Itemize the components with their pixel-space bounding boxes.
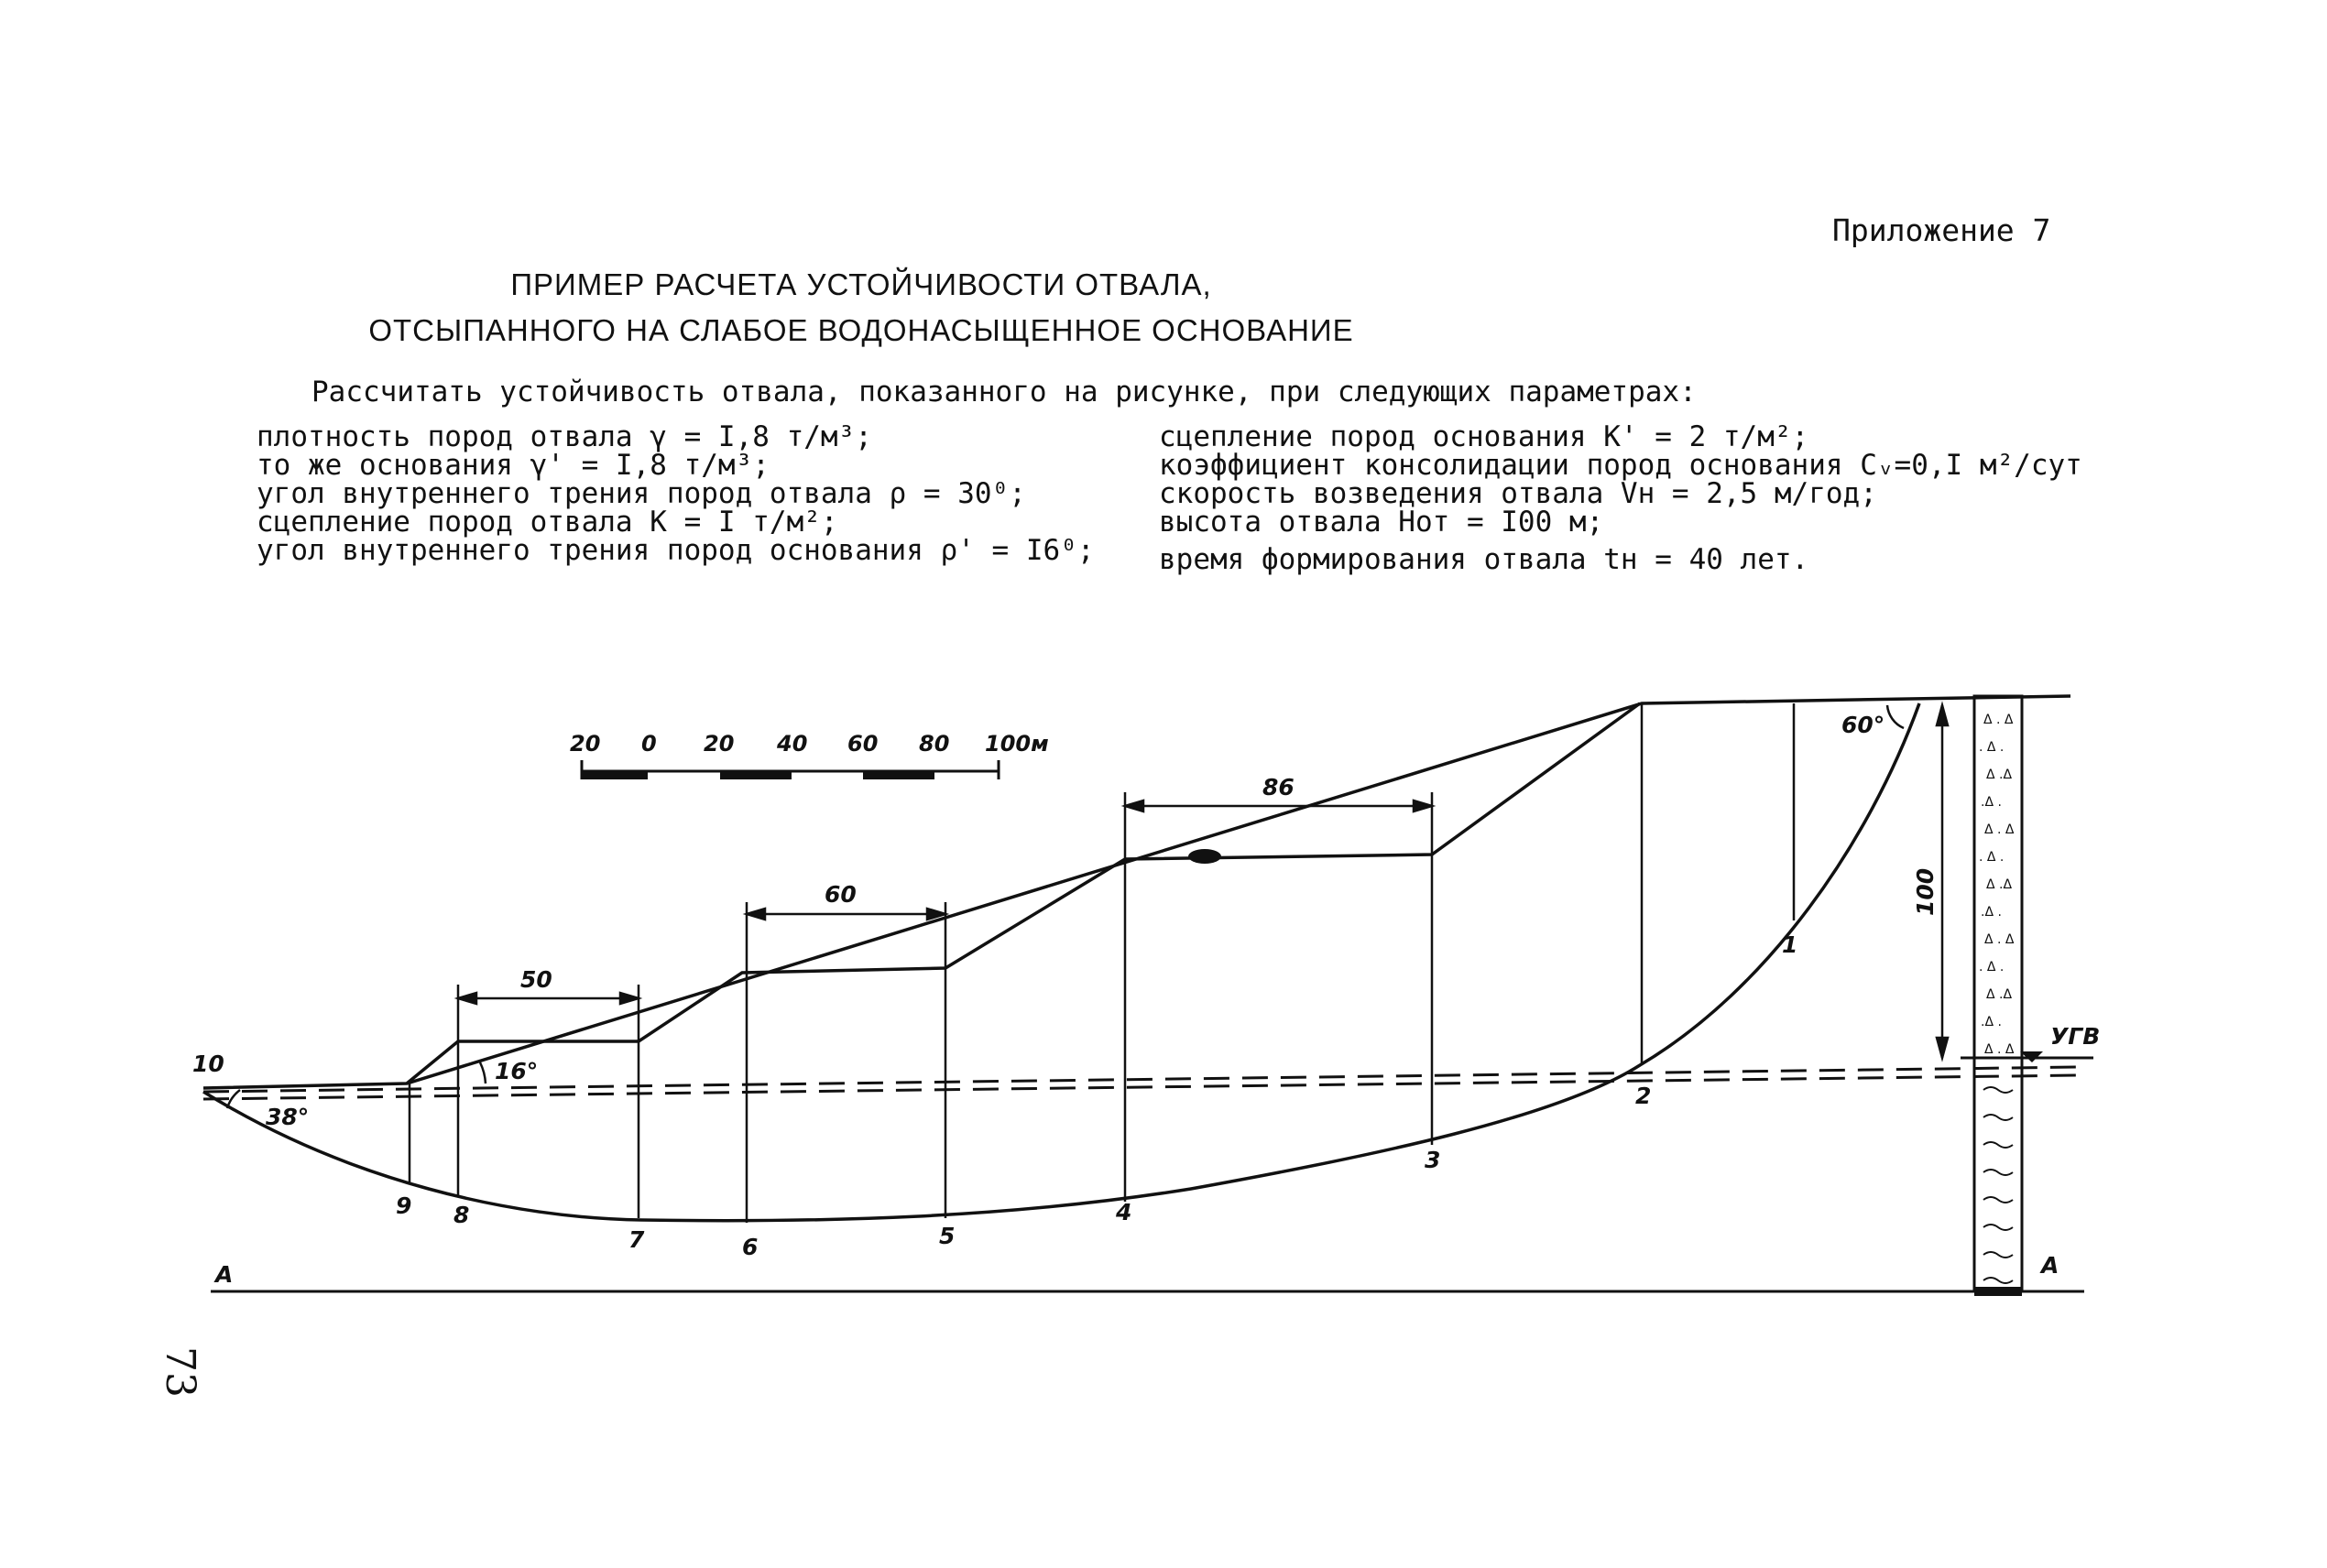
point-label: 6 [742, 1234, 759, 1260]
point-label: 2 [1635, 1083, 1652, 1109]
param-height: высота отвала Hот = I00 м; [1159, 506, 1604, 539]
param-build-speed: скорость возведения отвала Vн = 2,5 м/год; [1159, 477, 1877, 510]
point-label: 3 [1425, 1147, 1441, 1173]
param-base-density: то же основания γ' = I,8 т/м³; [257, 449, 770, 482]
svg-text:Δ .Δ: Δ .Δ [1986, 987, 2013, 1002]
svg-text:.Δ .: .Δ . [1981, 905, 2002, 920]
param-base-friction-angle: угол внутреннего трения пород основания ρ' = I6⁰; [257, 534, 1095, 567]
svg-text:Δ . Δ: Δ . Δ [1984, 822, 2015, 837]
slip-surface [203, 703, 1919, 1221]
slope-marker [1188, 849, 1221, 864]
svg-text:Δ . Δ: Δ . Δ [1984, 1042, 2015, 1057]
scale-label: 60 [847, 731, 879, 757]
slope-surface [203, 696, 2070, 1088]
berm-width-label: 50 [520, 966, 552, 993]
point-label: 10 [192, 1051, 224, 1077]
svg-text:.Δ .: .Δ . [1981, 1015, 2002, 1029]
slice-lines [410, 703, 1794, 1223]
scale-label: 40 [777, 731, 808, 757]
title-line-1: ПРИМЕР РАСЧЕТА УСТОЙЧИВОСТИ ОТВАЛА, [510, 267, 1212, 301]
point-label: 8 [453, 1202, 470, 1228]
svg-text:Δ . Δ: Δ . Δ [1983, 713, 2014, 727]
param-base-cohesion: сцепление пород основания K' = 2 т/м²; [1159, 420, 1809, 453]
appendix-label: Приложение 7 [1832, 212, 2051, 248]
berm-width-label: 60 [825, 881, 857, 908]
param-cohesion: сцепление пород отвала K = I т/м²; [257, 506, 838, 539]
point-label: 1 [1782, 931, 1798, 958]
svg-text:Δ .Δ: Δ .Δ [1986, 877, 2013, 892]
svg-text:. Δ .: . Δ . [1979, 960, 2005, 975]
scale-label: 20 [704, 731, 735, 757]
param-time: время формирования отвала tн = 40 лет. [1159, 543, 1809, 576]
scale-label: 20 [570, 731, 601, 757]
title-line-2: ОТСЫПАННОГО НА СЛАБОЕ ВОДОНАСЫЩЕННОЕ ОСНОВАНИЕ [368, 313, 1354, 347]
intro-text: Рассчитать устойчивость отвала, показанного на рисунке, при следующих параметрах: [311, 376, 1697, 408]
point-label: 7 [628, 1226, 645, 1253]
angle-label-60: 60° [1841, 712, 1885, 738]
scale-label: 100м [985, 731, 1049, 757]
scale-bar [570, 731, 1049, 779]
svg-text:.Δ .: .Δ . [1981, 795, 2002, 810]
svg-text:Δ . Δ: Δ . Δ [1984, 932, 2015, 947]
svg-text:. Δ .: . Δ . [1979, 740, 2005, 755]
ugv-label: УГВ [2050, 1023, 2101, 1050]
height-label: 100 [1912, 867, 1939, 916]
borehole [1974, 696, 2043, 1296]
param-consolidation: коэффициент консолидации пород основания Cᵥ=0,I м²/сут [1159, 449, 2082, 482]
scale-label: 0 [641, 731, 657, 757]
point-label: 9 [396, 1192, 412, 1219]
angle-label-38: 38° [266, 1104, 310, 1130]
point-label: 4 [1116, 1199, 1132, 1225]
section-label-a: A [215, 1261, 234, 1288]
angle-label-16: 16° [495, 1058, 539, 1084]
page-number: 73 [157, 1346, 203, 1398]
point-label: 5 [939, 1223, 956, 1249]
scale-label: 80 [919, 731, 950, 757]
svg-text:Δ .Δ: Δ .Δ [1986, 768, 2013, 782]
svg-text:. Δ .: . Δ . [1979, 850, 2005, 865]
berm-width-label: 86 [1262, 774, 1295, 800]
section-label-a: A [2041, 1252, 2059, 1279]
param-friction-angle: угол внутреннего трения пород отвала ρ = 30⁰; [257, 477, 1026, 510]
param-density: плотность пород отвала γ = I,8 т/м³; [257, 420, 872, 453]
